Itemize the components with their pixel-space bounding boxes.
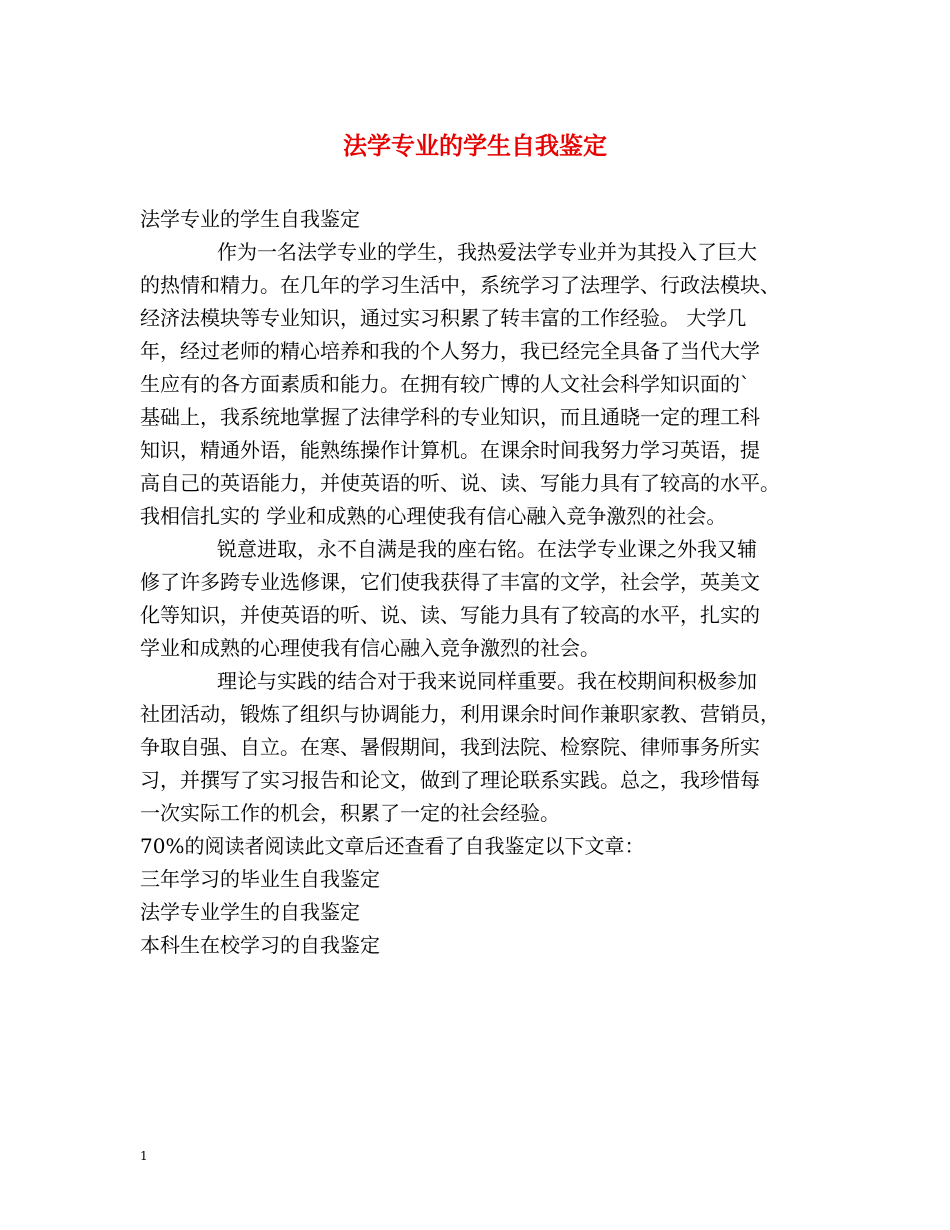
document-body: [140, 203, 820, 962]
body-line: 作为一名法学专业的学生，我热爱法学专业并为其投入了巨大: [217, 240, 757, 264]
body-line: 知识，精通外语，能熟练操作计算机。在课余时间我努力学习英语，提: [140, 438, 760, 462]
body-line: 锐意进取，永不自满是我的座右铭。在法学专业课之外我又辅: [217, 537, 757, 561]
body-line: 年，经过老师的精心培养和我的个人努力，我已经完全具备了当代大学: [140, 339, 760, 363]
body-line: 学业和成熟的心理使我有信心融入竞争激烈的社会。: [140, 636, 600, 660]
body-line: 一次实际工作的机会，积累了一定的社会经验。: [140, 801, 560, 825]
body-line: 社团活动，锻炼了组织与协调能力，利用课余时间作兼职家教、营销员，: [140, 702, 780, 726]
body-line: 基础上，我系统地掌握了法律学科的专业知识，而且通晓一定的理工科: [140, 405, 760, 429]
body-line: 我相信扎实的 学业和成熟的心理使我有信心融入竞争激烈的社会。: [140, 504, 727, 528]
body-line: 法学专业的学生自我鉴定: [140, 207, 360, 231]
body-line: 修了许多跨专业选修课，它们使我获得了丰富的文学，社会学，英美文: [140, 570, 760, 594]
body-line: 化等知识，并使英语的听、说、读、写能力具有了较高的水平，扎实的: [140, 603, 760, 627]
body-line: 争取自强、自立。在寒、暑假期间，我到法院、检察院、律师事务所实: [140, 735, 760, 759]
body-line: 理论与实践的结合对于我来说同样重要。我在校期间积极参加: [217, 669, 757, 693]
body-line: 生应有的各方面素质和能力。在拥有较广博的人文社会科学知识面的`: [140, 372, 750, 396]
body-line: 三年学习的毕业生自我鉴定: [140, 867, 380, 891]
body-line: 本科生在校学习的自我鉴定: [140, 933, 380, 957]
body-line: 习，并撰写了实习报告和论文，做到了理论联系实践。总之，我珍惜每: [140, 768, 760, 792]
body-line: 法学专业学生的自我鉴定: [140, 900, 360, 924]
page-number: 1: [140, 1149, 148, 1163]
body-line: 高自己的英语能力，并使英语的听、说、读、写能力具有了较高的水平。: [140, 471, 780, 495]
body-line: 70%的阅读者阅读此文章后还查看了自我鉴定以下文章：: [140, 834, 645, 858]
body-line: 的热情和精力。在几年的学习生活中，系统学习了法理学、行政法模块、: [140, 273, 780, 297]
body-line: 经济法模块等专业知识，通过实习积累了转丰富的工作经验。 大学几: [140, 306, 747, 330]
document-title: 法学专业的学生自我鉴定: [343, 131, 607, 160]
